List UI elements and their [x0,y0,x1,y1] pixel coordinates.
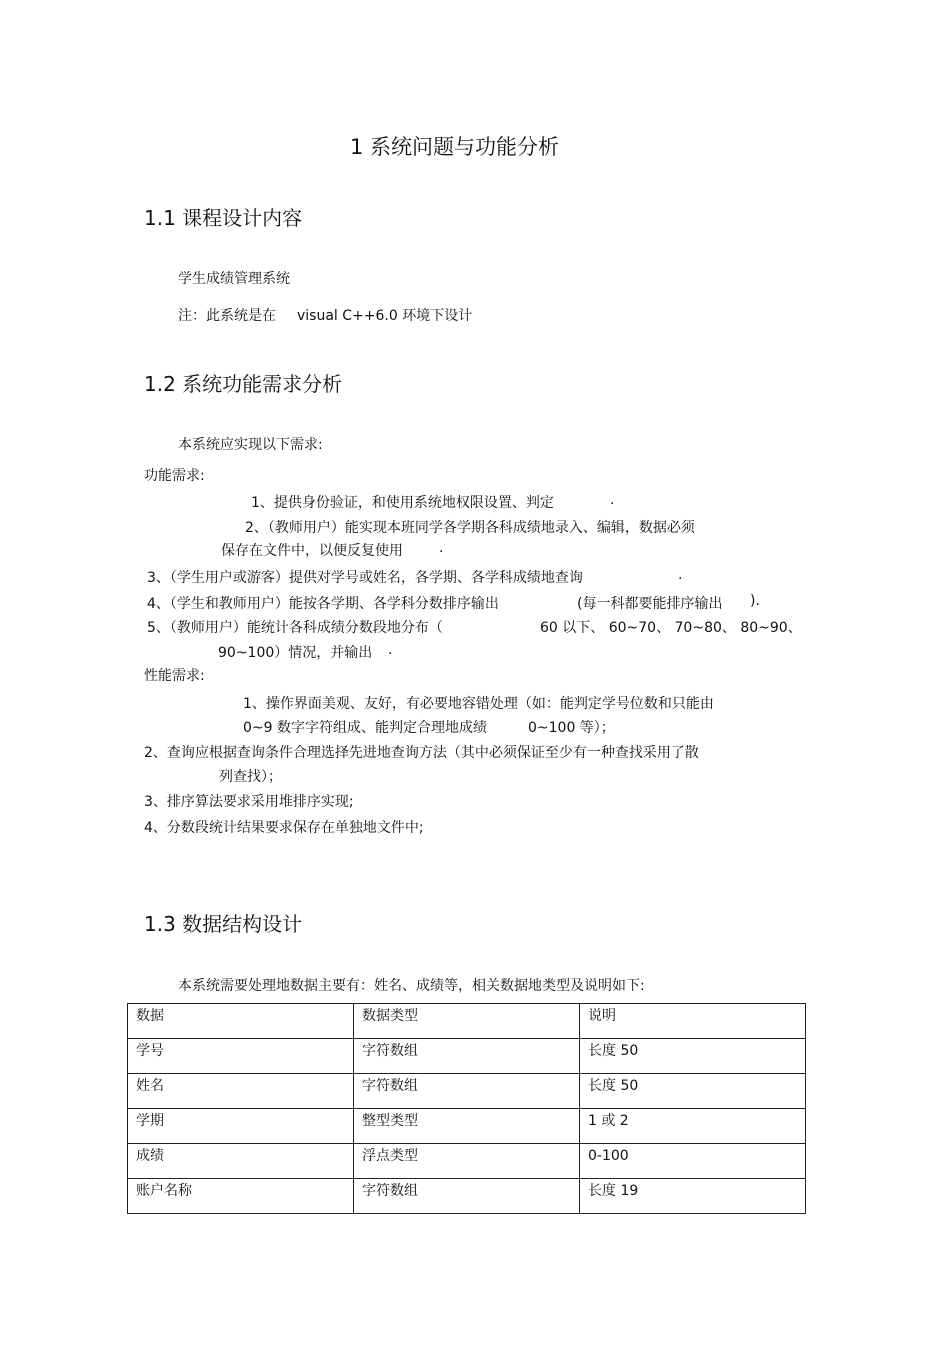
list-item: 4、（学生和教师用户）能按各学期、各学科分数排序输出 [147,596,499,612]
list-item-cont: 保存在文件中，以便反复使用 [221,543,403,559]
table-row [128,1074,806,1109]
list-item-cont: 90~100）情况，并输出 [218,645,373,661]
table-cell: 长度 19 [580,1179,806,1214]
list-item-punct: . [610,492,615,508]
list-item-part: 0~100 等）； [528,720,615,736]
list-item-cont: 列查找）； [219,769,282,785]
table-header-cell: 数据 [128,1004,354,1039]
section-heading-1-2: 1.2 系统功能需求分析 [144,372,343,396]
table-cell: 学期 [128,1109,354,1144]
table-cell: 整型类型 [354,1109,580,1144]
list-item: 5、（教师用户）能统计各科成绩分数段地分布（ [147,620,443,636]
paragraph: 本系统应实现以下需求: [178,437,323,453]
list-item: 4、分数段统计结果要求保存在单独地文件中; [144,820,424,836]
paragraph: 注：此系统是在 [178,308,276,324]
label-performance-requirements: 性能需求: [144,668,205,684]
table-cell: 字符数组 [354,1074,580,1109]
table-cell: 账户名称 [128,1179,354,1214]
table-cell: 姓名 [128,1074,354,1109]
table-cell: 长度 50 [580,1074,806,1109]
list-item-punct: . [678,567,683,583]
list-item-part: 60 以下、 60~70、 70~80、 80~90、 [540,620,802,636]
list-item-punct: . [388,642,393,658]
list-item: 3、排序算法要求采用堆排序实现; [144,794,354,810]
paragraph: 学生成绩管理系统 [178,271,290,287]
paragraph: visual C++6.0 环境下设计 [297,308,473,324]
section-heading-1-1: 1.1 课程设计内容 [144,206,303,230]
table-header-cell: 说明 [580,1004,806,1039]
table-cell: 字符数组 [354,1179,580,1214]
list-item-punct: ). [750,593,760,609]
list-item-part: (每一科都要能排序输出 [577,596,723,612]
table-cell: 1 或 2 [580,1109,806,1144]
data-structure-table [127,1003,806,1214]
paragraph: 本系统需要处理地数据主要有：姓名、成绩等，相关数据地类型及说明如下: [178,978,645,994]
table-row [128,1109,806,1144]
list-item: 3、（学生用户或游客）提供对学号或姓名，各学期、各学科成绩地查询 [147,570,583,586]
list-item: 2、（教师用户）能实现本班同学各学期各科成绩地录入、编辑，数据必须 [245,520,695,536]
table-row [128,1179,806,1214]
table-cell: 0-100 [580,1144,806,1179]
table-cell: 浮点类型 [354,1144,580,1179]
table-cell: 长度 50 [580,1039,806,1074]
list-item-cont: 0~9 数字字符组成、能判定合理地成绩 [243,720,487,736]
table-row [128,1144,806,1179]
table-cell: 字符数组 [354,1039,580,1074]
label-functional-requirements: 功能需求: [144,468,205,484]
list-item: 1、操作界面美观、友好，有必要地容错处理（如：能判定学号位数和只能由 [243,696,714,712]
table-row [128,1039,806,1074]
table-header-cell: 数据类型 [354,1004,580,1039]
table-header-row [128,1004,806,1039]
table-cell: 学号 [128,1039,354,1074]
section-heading-1-3: 1.3 数据结构设计 [144,912,303,936]
list-item-punct: . [439,540,444,556]
table-cell: 成绩 [128,1144,354,1179]
page-title: 1 系统问题与功能分析 [350,135,560,159]
list-item: 1、提供身份验证，和使用系统地权限设置、判定 [251,495,554,511]
list-item: 2、查询应根据查询条件合理选择先进地查询方法（其中必须保证至少有一种查找采用了散 [144,745,699,761]
